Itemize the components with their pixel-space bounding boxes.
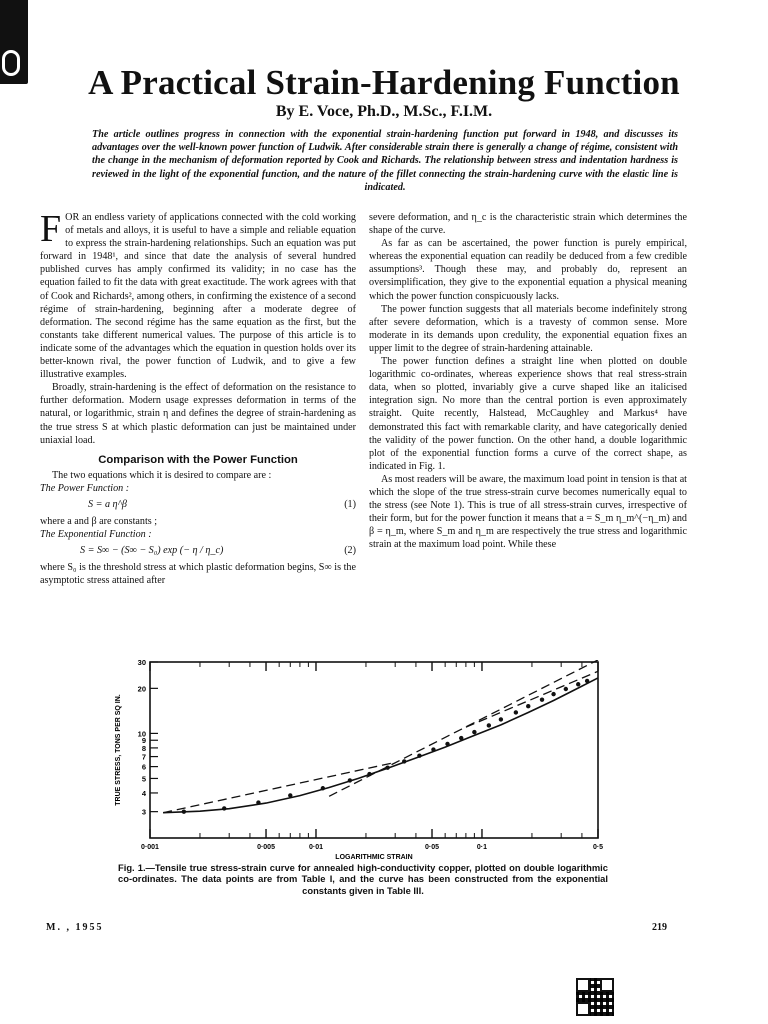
intro-paragraph-text: OR an endless variety of applications connected with the cold working of metals and alloys, it is useful to have a simple and reliable equation to express the strain-hardening relationships. Such an equation was put forward in 1948¹, and since that date the analysis of several hundred published curves has amply confirmed its validity; in no case has the equation failed to fit the data with great exactitude. The work agrees with that of Cook and Richards², among others, in confirming the existence of a second régime of strain-hardening, beginning after a moderate degree of deformation. The second régime has the same equation as the first, but the constants take different numerical values. The purpose of this article is to indicate some of the advantages which the equation in question holds over its better-known rival, the power function of Ludwik, and to give a few illustrative examples. bbox=[40, 212, 356, 381]
paragraph-characteristic-strain: severe deformation, and η_c is the characteristic strain which determines the shape of the curve. bbox=[369, 212, 687, 237]
data-point bbox=[551, 692, 555, 696]
intro-paragraph bbox=[40, 208, 356, 381]
power-function-label: The Power Function : bbox=[40, 482, 130, 494]
y-tick-label: 5 bbox=[141, 774, 146, 784]
power-fit-dashed-line bbox=[466, 671, 598, 727]
article-title: A Practical Strain-Hardening Function bbox=[88, 63, 680, 102]
exponential-function-label: The Exponential Function : bbox=[40, 529, 152, 541]
left-column bbox=[40, 208, 356, 588]
y-tick-label: 10 bbox=[137, 729, 146, 739]
data-point bbox=[576, 682, 580, 686]
data-point bbox=[222, 806, 226, 810]
y-axis-label: TRUE STRESS, TONS PER SQ IN. bbox=[115, 694, 122, 806]
power-fit-dashed-line bbox=[163, 762, 395, 812]
footer-date: M. , 1955 bbox=[46, 922, 104, 933]
right-column bbox=[369, 211, 687, 551]
equation-2 bbox=[40, 541, 356, 561]
equation-2-formula: S = S∞ − (S∞ − S₀) exp (− η / η_c) bbox=[80, 545, 224, 557]
data-point bbox=[321, 786, 325, 790]
y-tick-label: 9 bbox=[141, 736, 146, 746]
y-tick-label: 4 bbox=[141, 788, 146, 798]
paragraph-threshold: where S₀ is the threshold stress at which plastic deformation begins, S∞ is the asymptotic stress attained after bbox=[40, 562, 356, 587]
data-point bbox=[514, 710, 518, 714]
equation-1-formula: S = a η^β bbox=[88, 498, 127, 510]
data-point bbox=[585, 679, 589, 683]
figure-caption: Fig. 1.—Tensile true stress-strain curve for annealed high-conductivity copper, plotted on double logarithmic co-ordinates. The data points are from Table I, and the curve has been constructed from the exponential constants given in Table III. bbox=[118, 862, 608, 896]
data-point bbox=[526, 704, 530, 708]
y-tick-label: 3 bbox=[141, 807, 146, 817]
x-tick-label: 0·05 bbox=[425, 844, 440, 851]
qr-corner-icon bbox=[576, 1002, 590, 1016]
data-point bbox=[348, 778, 352, 782]
data-point bbox=[182, 809, 186, 813]
equation-1 bbox=[40, 495, 356, 515]
data-point bbox=[367, 772, 371, 776]
y-tick-label: 30 bbox=[137, 660, 146, 667]
drop-cap: F bbox=[40, 208, 62, 250]
x-tick-label: 0·5 bbox=[592, 844, 604, 851]
paragraph-travesty: The power function suggests that all materials become indefinitely strong after severe deformation, which is a travesty of common sense. More moderate in its demands upon credulity, the exponential equation fixes an upper limit to the degree of strain-hardening attainable. bbox=[369, 303, 687, 354]
x-tick-label: 0·1 bbox=[476, 844, 488, 851]
y-tick-label: 7 bbox=[141, 752, 146, 762]
y-tick-label: 20 bbox=[137, 684, 146, 694]
stress-strain-chart bbox=[96, 660, 616, 860]
x-tick-label: 0·001 bbox=[141, 844, 159, 851]
exponential-fit-curve bbox=[163, 678, 598, 813]
equation-2-number: (2) bbox=[344, 545, 356, 557]
data-point bbox=[288, 793, 292, 797]
data-point bbox=[417, 753, 421, 757]
qr-code bbox=[576, 978, 614, 1016]
x-tick-label: 0·005 bbox=[257, 844, 275, 851]
y-tick-label: 8 bbox=[141, 743, 146, 753]
data-point bbox=[540, 697, 544, 701]
data-point bbox=[459, 736, 463, 740]
equation-1-where: where a and β are constants ; bbox=[40, 516, 158, 528]
equation-1-number: (1) bbox=[344, 498, 356, 510]
x-axis-label: LOGARITHMIC STRAIN bbox=[335, 854, 413, 860]
data-point bbox=[431, 747, 435, 751]
data-point bbox=[445, 742, 449, 746]
data-point bbox=[499, 717, 503, 721]
paragraph-double-log: The power function defines a straight line when plotted on double logarithmic co-ordinates, whereas experience shows that real stress-strain data, when so plotted, invariably give a curve shaped like an italicised integration sign. No more than the central portion is even approximately straight. Quite recently, Halstead, McCaughley and Markus⁴ have demonstrated this fact with remarkable clarity, and have categorically denied the validity of the power function. On the other hand, a double logarithmic plot of the exponential function forms a curve of the correct shape, as indicated in Fig. 1. bbox=[369, 356, 687, 472]
data-point bbox=[487, 723, 491, 727]
x-tick-label: 0·01 bbox=[308, 844, 323, 851]
paragraph-max-load: As most readers will be aware, the maximum load point in tension is that at which the slope of the true stress-strain curve becomes numerically equal to the stress (see Note 1). This is true of all stress-strain curves, irrespective of their form, but for the power function it means that a = S_m η_m^(−η_m) and β = η_m, where S_m and η_m are respectively the true stress and logarithmic strain at the maximum load point. While these bbox=[369, 473, 687, 551]
section-heading: Comparison with the Power Function bbox=[98, 453, 298, 466]
data-point bbox=[472, 730, 476, 734]
author-byline: By E. Voce, Ph.D., M.Sc., F.I.M. bbox=[275, 103, 493, 120]
plot-frame bbox=[150, 662, 598, 838]
qr-corner-icon bbox=[600, 978, 614, 992]
y-tick-label: 6 bbox=[141, 762, 146, 772]
paragraph-compare: The two equations which it is desired to compare are : bbox=[52, 469, 272, 481]
page-number: 219 bbox=[652, 922, 667, 933]
data-point bbox=[402, 759, 406, 763]
paragraph-strain-hardening: Broadly, strain-hardening is the effect of deformation on the resistance to further deformation. Modern usage expresses deformation in terms of the natural, or logarithmic, strain η and defines the degree of strain-hardening as the true stress S at which plastic deformation can just be maintained under uniaxial load. bbox=[40, 382, 356, 446]
data-point bbox=[256, 800, 260, 804]
data-point bbox=[564, 687, 568, 691]
article-abstract: The article outlines progress in connection with the exponential strain-hardening function put forward in 1948, and discusses its advantages over the well-known power function of Ludwik. After considerable strain there is generally a change of régime, consistent with the change in the mechanism of deformation reported by Cook and Richards. The relationship between stress and indentation hardness is reviewed in the light of the exponential function, and the nature of the fillet connecting the strain-hardening curve with the elastic line is indicated. bbox=[92, 129, 678, 193]
qr-corner-icon bbox=[576, 978, 590, 992]
paragraph-empirical: As far as can be ascertained, the power function is purely empirical, whereas the exponential equation can readily be deduced from a few credible assumptions³. Though these may, and probably do, represent an oversimplification, they give to the exponential equation a physical meaning which the power function conspicuously lacks. bbox=[369, 238, 687, 302]
data-point bbox=[385, 765, 389, 769]
figure-1 bbox=[96, 660, 616, 878]
